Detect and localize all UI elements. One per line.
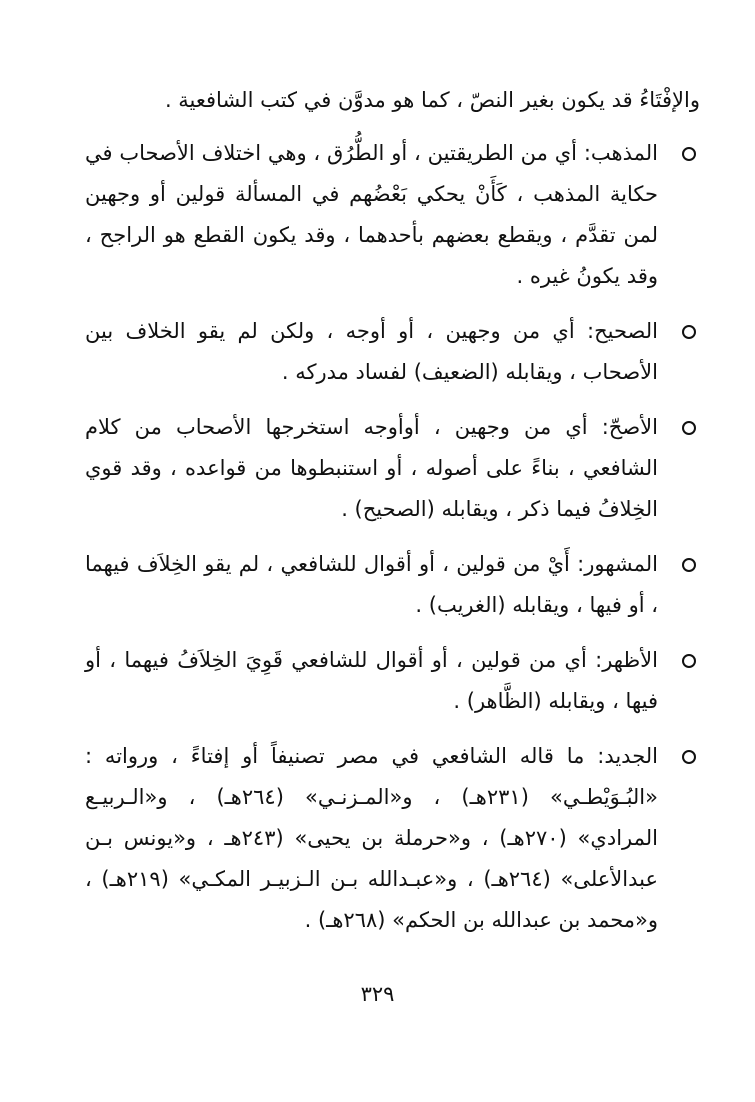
circle-bullet-icon bbox=[682, 421, 696, 435]
term-definition: : أي من وجهين ، أوأوجه استخرجها الأصحاب من كلام الشافعي ، بناءً على أصوله ، أو استنبطوها من قواعده ، وقد قوي الخِلافُ فيما ذكر ، ويقابله (الصحيح) . bbox=[85, 415, 658, 521]
term-label: المشهور bbox=[584, 552, 658, 576]
term-definition: : أي من الطريقتين ، أو الطُّرُق ، وهي اختلاف الأصحاب في حكاية المذهب ، كَأَنْ يحكي بَعْضُهم في المسألة قولين أو وجهين لمن تقدَّم ، ويقطع بعضهم بأحدهما ، وقد يكون القطع هو الراجح ، وقد يكونُ غيره . bbox=[85, 141, 658, 288]
term-label: الصحيح bbox=[594, 319, 658, 343]
circle-bullet-icon bbox=[682, 147, 696, 161]
term-definition: : أَيْ من قولين ، أو أقوال للشافعي ، لم يقو الخِلاَف فيهما ، أو فيها ، ويقابله (الغريب) . bbox=[85, 552, 658, 617]
circle-bullet-icon bbox=[682, 654, 696, 668]
intro-paragraph: والإفْتَاءُ قد يكون بغير النصّ ، كما هو مدوَّن في كتب الشافعية . bbox=[164, 88, 700, 112]
term-label: الجديد bbox=[604, 744, 658, 768]
list-item-mashhur bbox=[85, 544, 700, 626]
page-number: ٣٢٩ bbox=[360, 982, 395, 1006]
circle-bullet-icon bbox=[682, 558, 696, 572]
list-item-sahih bbox=[85, 311, 700, 393]
list-item-asahh bbox=[85, 407, 700, 530]
term-definition: : ما قاله الشافعي في مصر تصنيفاً أو إفتاءً ، ورواته : «البُـوَيْطـي» (٢٣١هـ) ، و«المـزنـي» (٢٦٤هـ) ، و«الـربيـع المرادي» (٢٧٠هـ) ، و«حرملة بن يحيى» (٢٤٣هـ ، و«يونس بـن عبدالأعلى» (٢٦٤هـ) ، و«عبـدالله بـن الـزبيـر المكـي» (٢١٩هـ) ، و«محمد بن عبدالله بن الحكم» (٢٦٨هـ) . bbox=[85, 744, 658, 932]
circle-bullet-icon bbox=[682, 325, 696, 339]
term-label: المذهب bbox=[590, 141, 658, 165]
circle-bullet-icon bbox=[682, 750, 696, 764]
term-definition: : أي من قولين ، أو أقوال للشافعي قَوِيَ الخِلاَفُ فيهما ، أو فيها ، ويقابله (الظَّاهر) . bbox=[85, 648, 658, 713]
list-item-jadid bbox=[85, 736, 700, 941]
list-item-madhhab bbox=[85, 133, 700, 297]
term-label: الأظهر bbox=[602, 648, 658, 672]
definitions-list bbox=[85, 133, 700, 955]
list-item-azhar bbox=[85, 640, 700, 722]
term-label: الأصحّ bbox=[608, 415, 658, 439]
term-definition: : أي من وجهين ، أو أوجه ، ولكن لم يقو الخلاف بين الأصحاب ، ويقابله (الضعيف) لفساد مدركه . bbox=[85, 319, 658, 384]
